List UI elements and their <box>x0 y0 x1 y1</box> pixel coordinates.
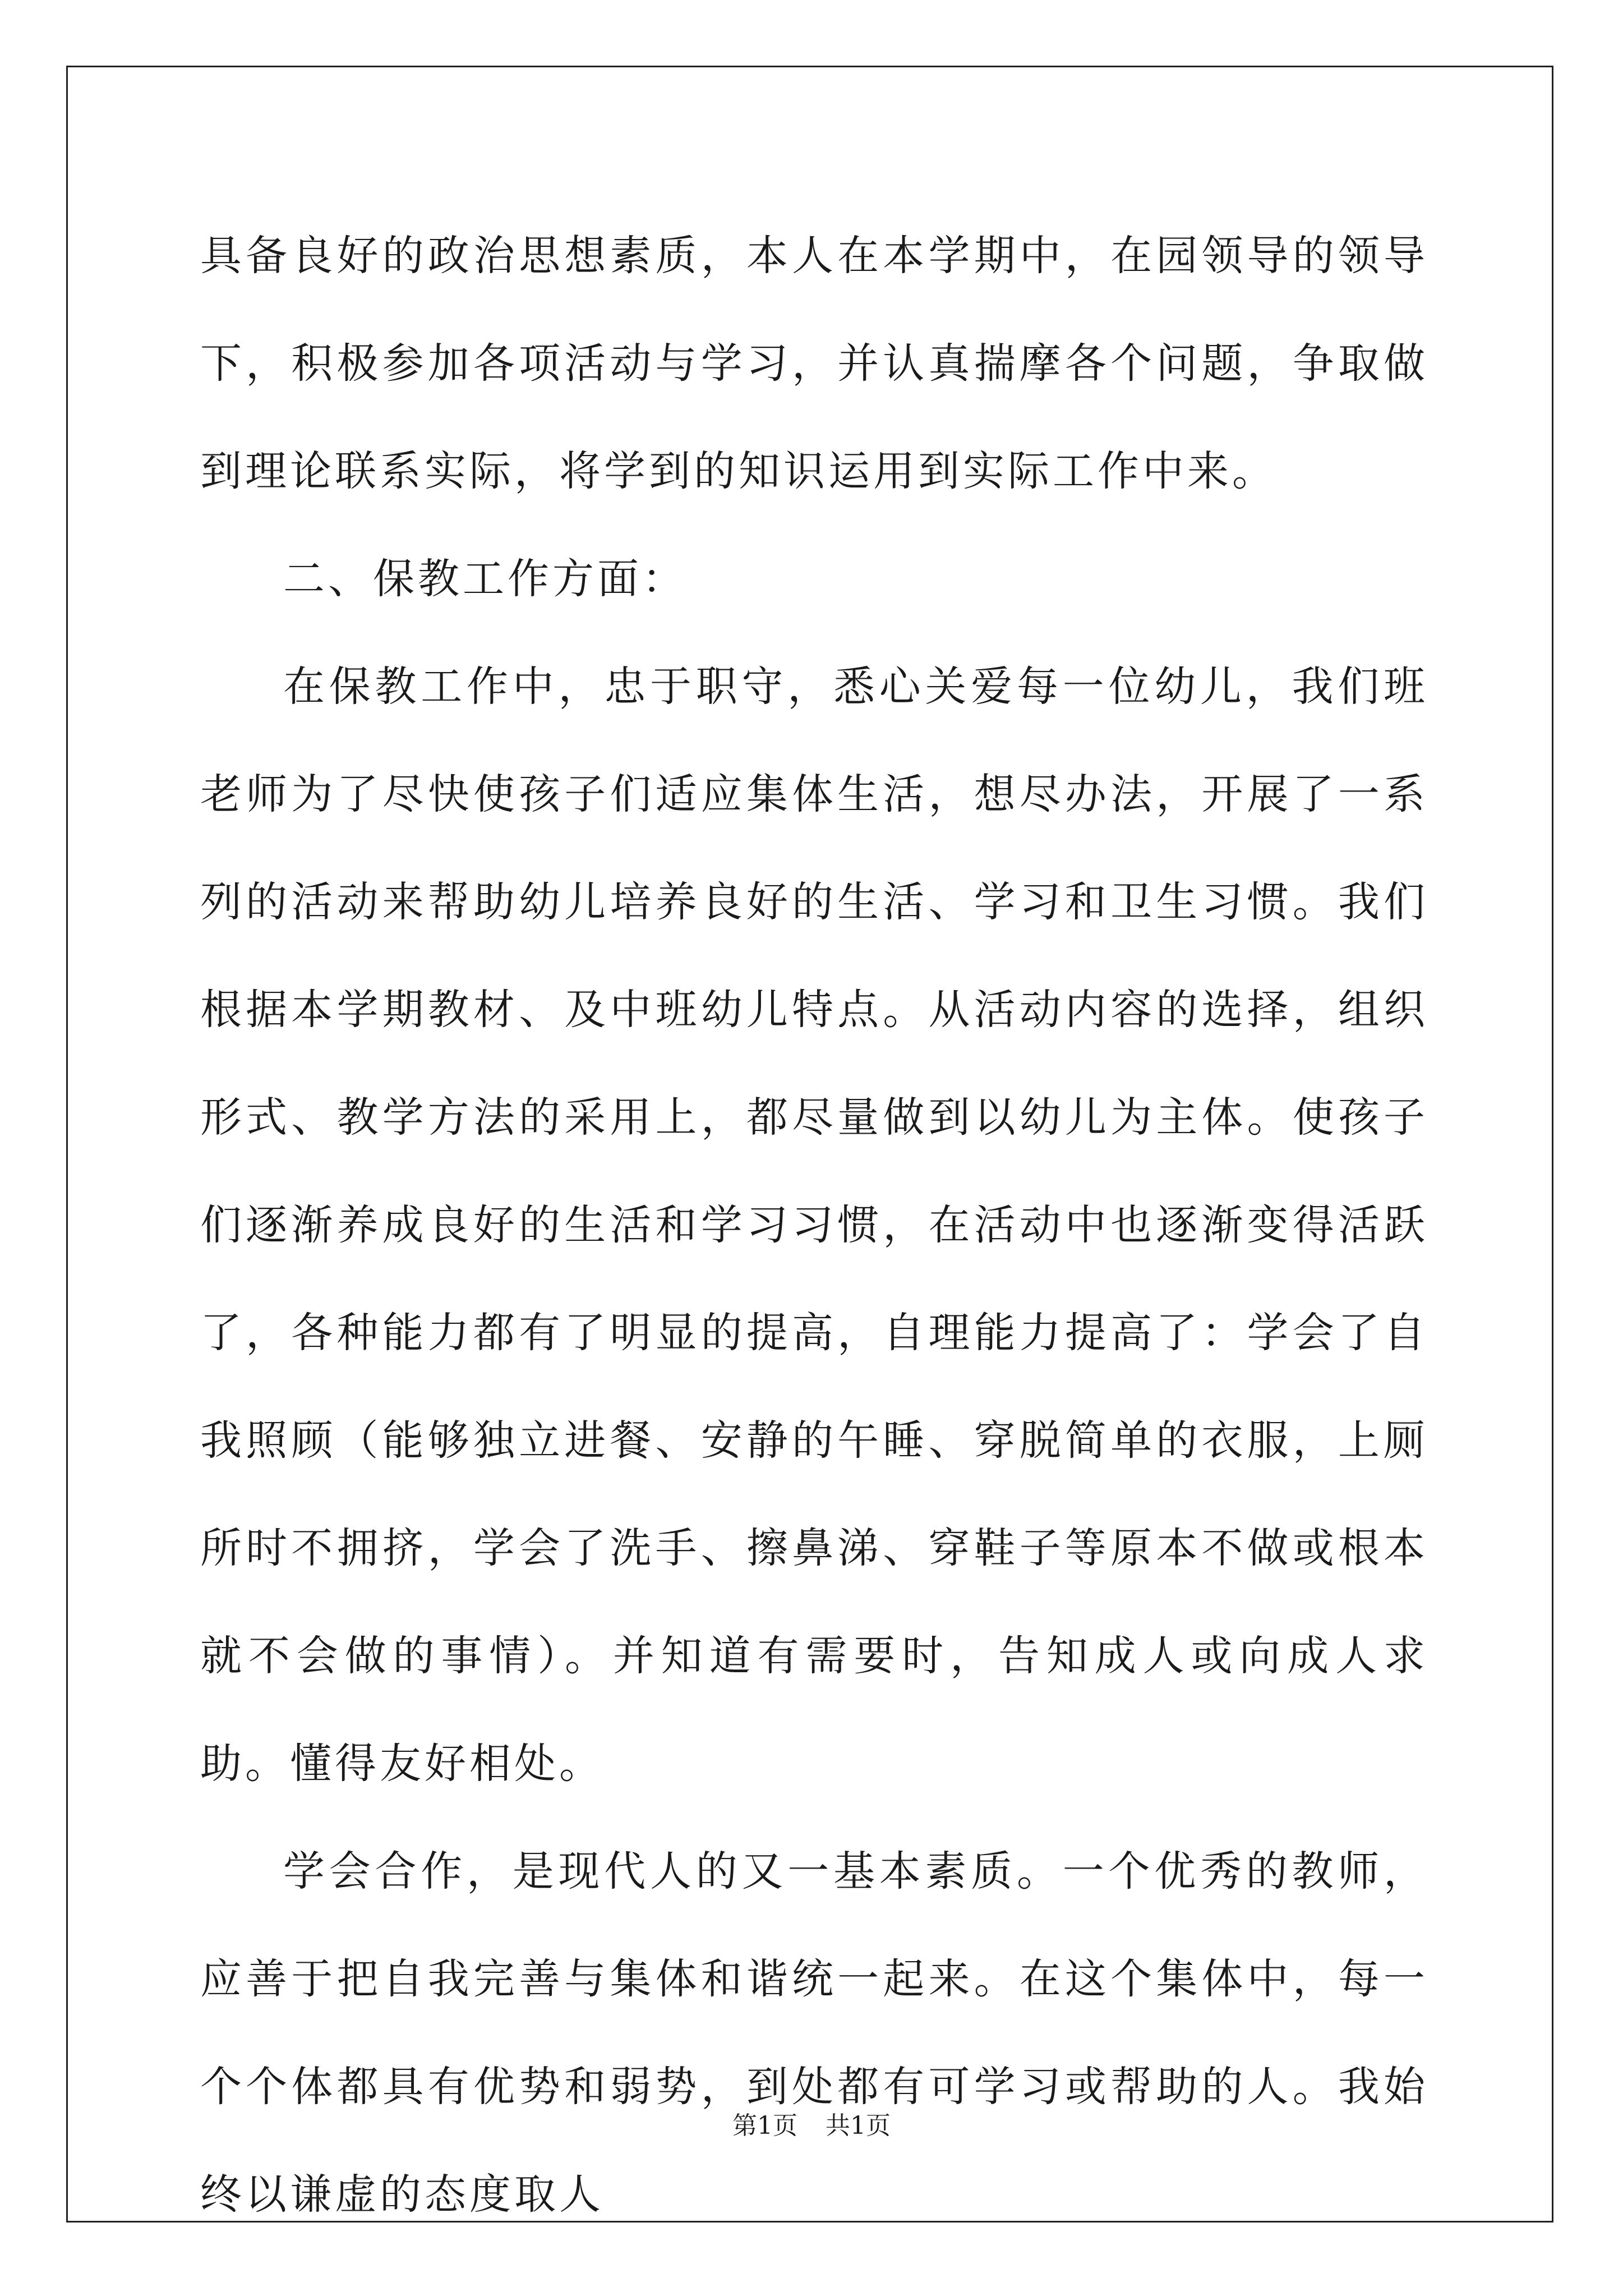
page-footer <box>0 2109 1623 2143</box>
paragraph-3: 学会合作，是现代人的又一基本素质。一个优秀的教师，应善于把自我完善与集体和谐统一起来。在这个集体中，每一个个体都具有优势和弱势，到处都有可学习或帮助的人。我始终以谦虚的态度取人 <box>200 1847 1428 2219</box>
document-body <box>200 202 1428 2248</box>
section-heading-teaching: 二、保教工作方面： <box>283 555 687 603</box>
page-number: 第1页 <box>732 2111 797 2140</box>
paragraph-1: 具备良好的政治思想素质，本人在本学期中，在园领导的领导下，积极参加各项活动与学习，并认真揣摩各个问题，争取做到理论联系实际，将学到的知识运用到实际工作中来。 <box>200 232 1428 495</box>
paragraph-2: 在保教工作中，忠于职守，悉心关爱每一位幼儿，我们班老师为了尽快使孩子们适应集体生活，想尽办法，开展了一系列的活动来帮助幼儿培养良好的生活、学习和卫生习惯。我们根据本学期教材、及中班幼儿特点。从活动内容的选择，组织形式、教学方法的采用上，都尽量做到以幼儿为主体。使孩子们逐渐养成良好的生活和学习习惯，在活动中也逐渐变得活跃了，各种能力都有了明显的提高，自理能力提高了：学会了自我照顾（能够独立进餐、安静的午睡、穿脱简单的衣服，上厕所时不拥挤，学会了洗手、擦鼻涕、穿鞋子等原本不做或根本就不会做的事情）。并知道有需要时，告知成人或向成人求助。懂得友好相处。 <box>200 662 1428 1788</box>
page-total: 共1页 <box>826 2111 891 2140</box>
